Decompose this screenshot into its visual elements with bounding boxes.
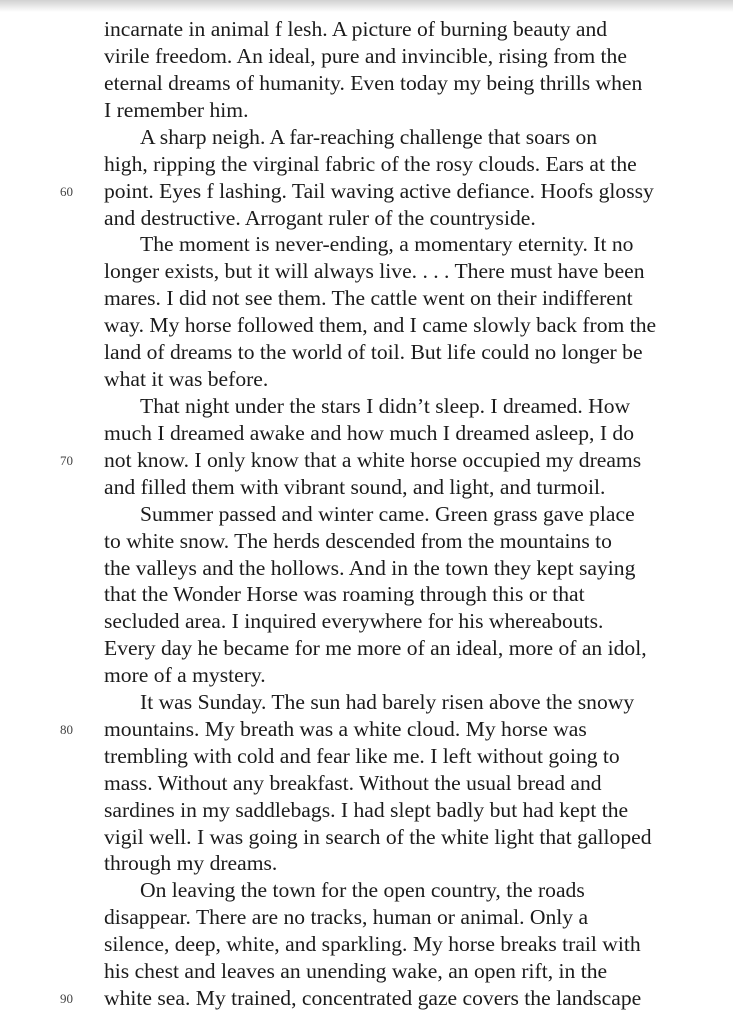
line-number-70: 70 <box>60 453 73 468</box>
text-line: eternal dreams of humanity. Even today my being thrills when <box>104 71 643 95</box>
text-line: vigil well. I was going in search of the white light that galloped <box>104 825 652 849</box>
text-line: high, ripping the virginal fabric of the rosy clouds. Ears at the <box>104 152 637 176</box>
text-line: way. My horse followed them, and I came slowly back from the <box>104 313 657 337</box>
line-number-80: 80 <box>60 722 73 737</box>
text-line: mass. Without any breakfast. Without the usual bread and <box>104 771 602 795</box>
text-line: land of dreams to the world of toil. But life could no longer be <box>104 340 643 364</box>
text-line: On leaving the town for the open country, the roads <box>140 878 585 902</box>
line-number-90: 90 <box>60 991 73 1006</box>
text-line: the valleys and the hollows. And in the town they kept saying <box>104 556 636 580</box>
text-line: point. Eyes f lashing. Tail waving active defiance. Hoofs glossy <box>104 179 654 203</box>
text-line: not know. I only know that a white horse occupied my dreams <box>104 448 642 472</box>
line-number-60: 60 <box>60 184 73 199</box>
text-line: and destructive. Arrogant ruler of the countryside. <box>104 206 536 230</box>
text-line: what it was before. <box>104 367 269 391</box>
text-line: It was Sunday. The sun had barely risen above the snowy <box>140 690 635 714</box>
text-line: sardines in my saddlebags. I had slept badly but had kept the <box>104 798 629 822</box>
text-line: through my dreams. <box>104 851 278 875</box>
text-line: Summer passed and winter came. Green grass gave place <box>140 502 635 526</box>
text-line: to white snow. The herds descended from the mountains to <box>104 529 612 553</box>
text-line: disappear. There are no tracks, human or animal. Only a <box>104 905 589 929</box>
text-line: That night under the stars I didn’t sleep. I dreamed. How <box>140 394 631 418</box>
text-line: secluded area. I inquired everywhere for his whereabouts. <box>104 609 604 633</box>
text-line: mares. I did not see them. The cattle went on their indifferent <box>104 286 633 310</box>
text-line: white sea. My trained, concentrated gaze covers the landscape <box>104 986 642 1010</box>
text-line: his chest and leaves an unending wake, an open rift, in the <box>104 959 608 983</box>
text-line: I remember him. <box>104 98 249 122</box>
text-line: and filled them with vibrant sound, and light, and turmoil. <box>104 475 606 499</box>
text-line: that the Wonder Horse was roaming through this or that <box>104 582 585 606</box>
text-line: virile freedom. An ideal, pure and invincible, rising from the <box>104 44 627 68</box>
text-line: mountains. My breath was a white cloud. My horse was <box>104 717 587 741</box>
text-line: A sharp neigh. A far-reaching challenge that soars on <box>140 125 598 149</box>
text-line: more of a mystery. <box>104 663 266 687</box>
text-line: much I dreamed awake and how much I dreamed asleep, I do <box>104 421 635 445</box>
text-line: The moment is never-ending, a momentary eternity. It no <box>140 232 634 256</box>
text-line: longer exists, but it will always live. . . . There must have been <box>104 259 645 283</box>
text-line: incarnate in animal f lesh. A picture of burning beauty and <box>104 17 608 41</box>
text-line: silence, deep, white, and sparkling. My horse breaks trail with <box>104 932 641 956</box>
text-line: trembling with cold and fear like me. I left without going to <box>104 744 620 768</box>
text-line: Every day he became for me more of an ideal, more of an idol, <box>104 636 647 660</box>
